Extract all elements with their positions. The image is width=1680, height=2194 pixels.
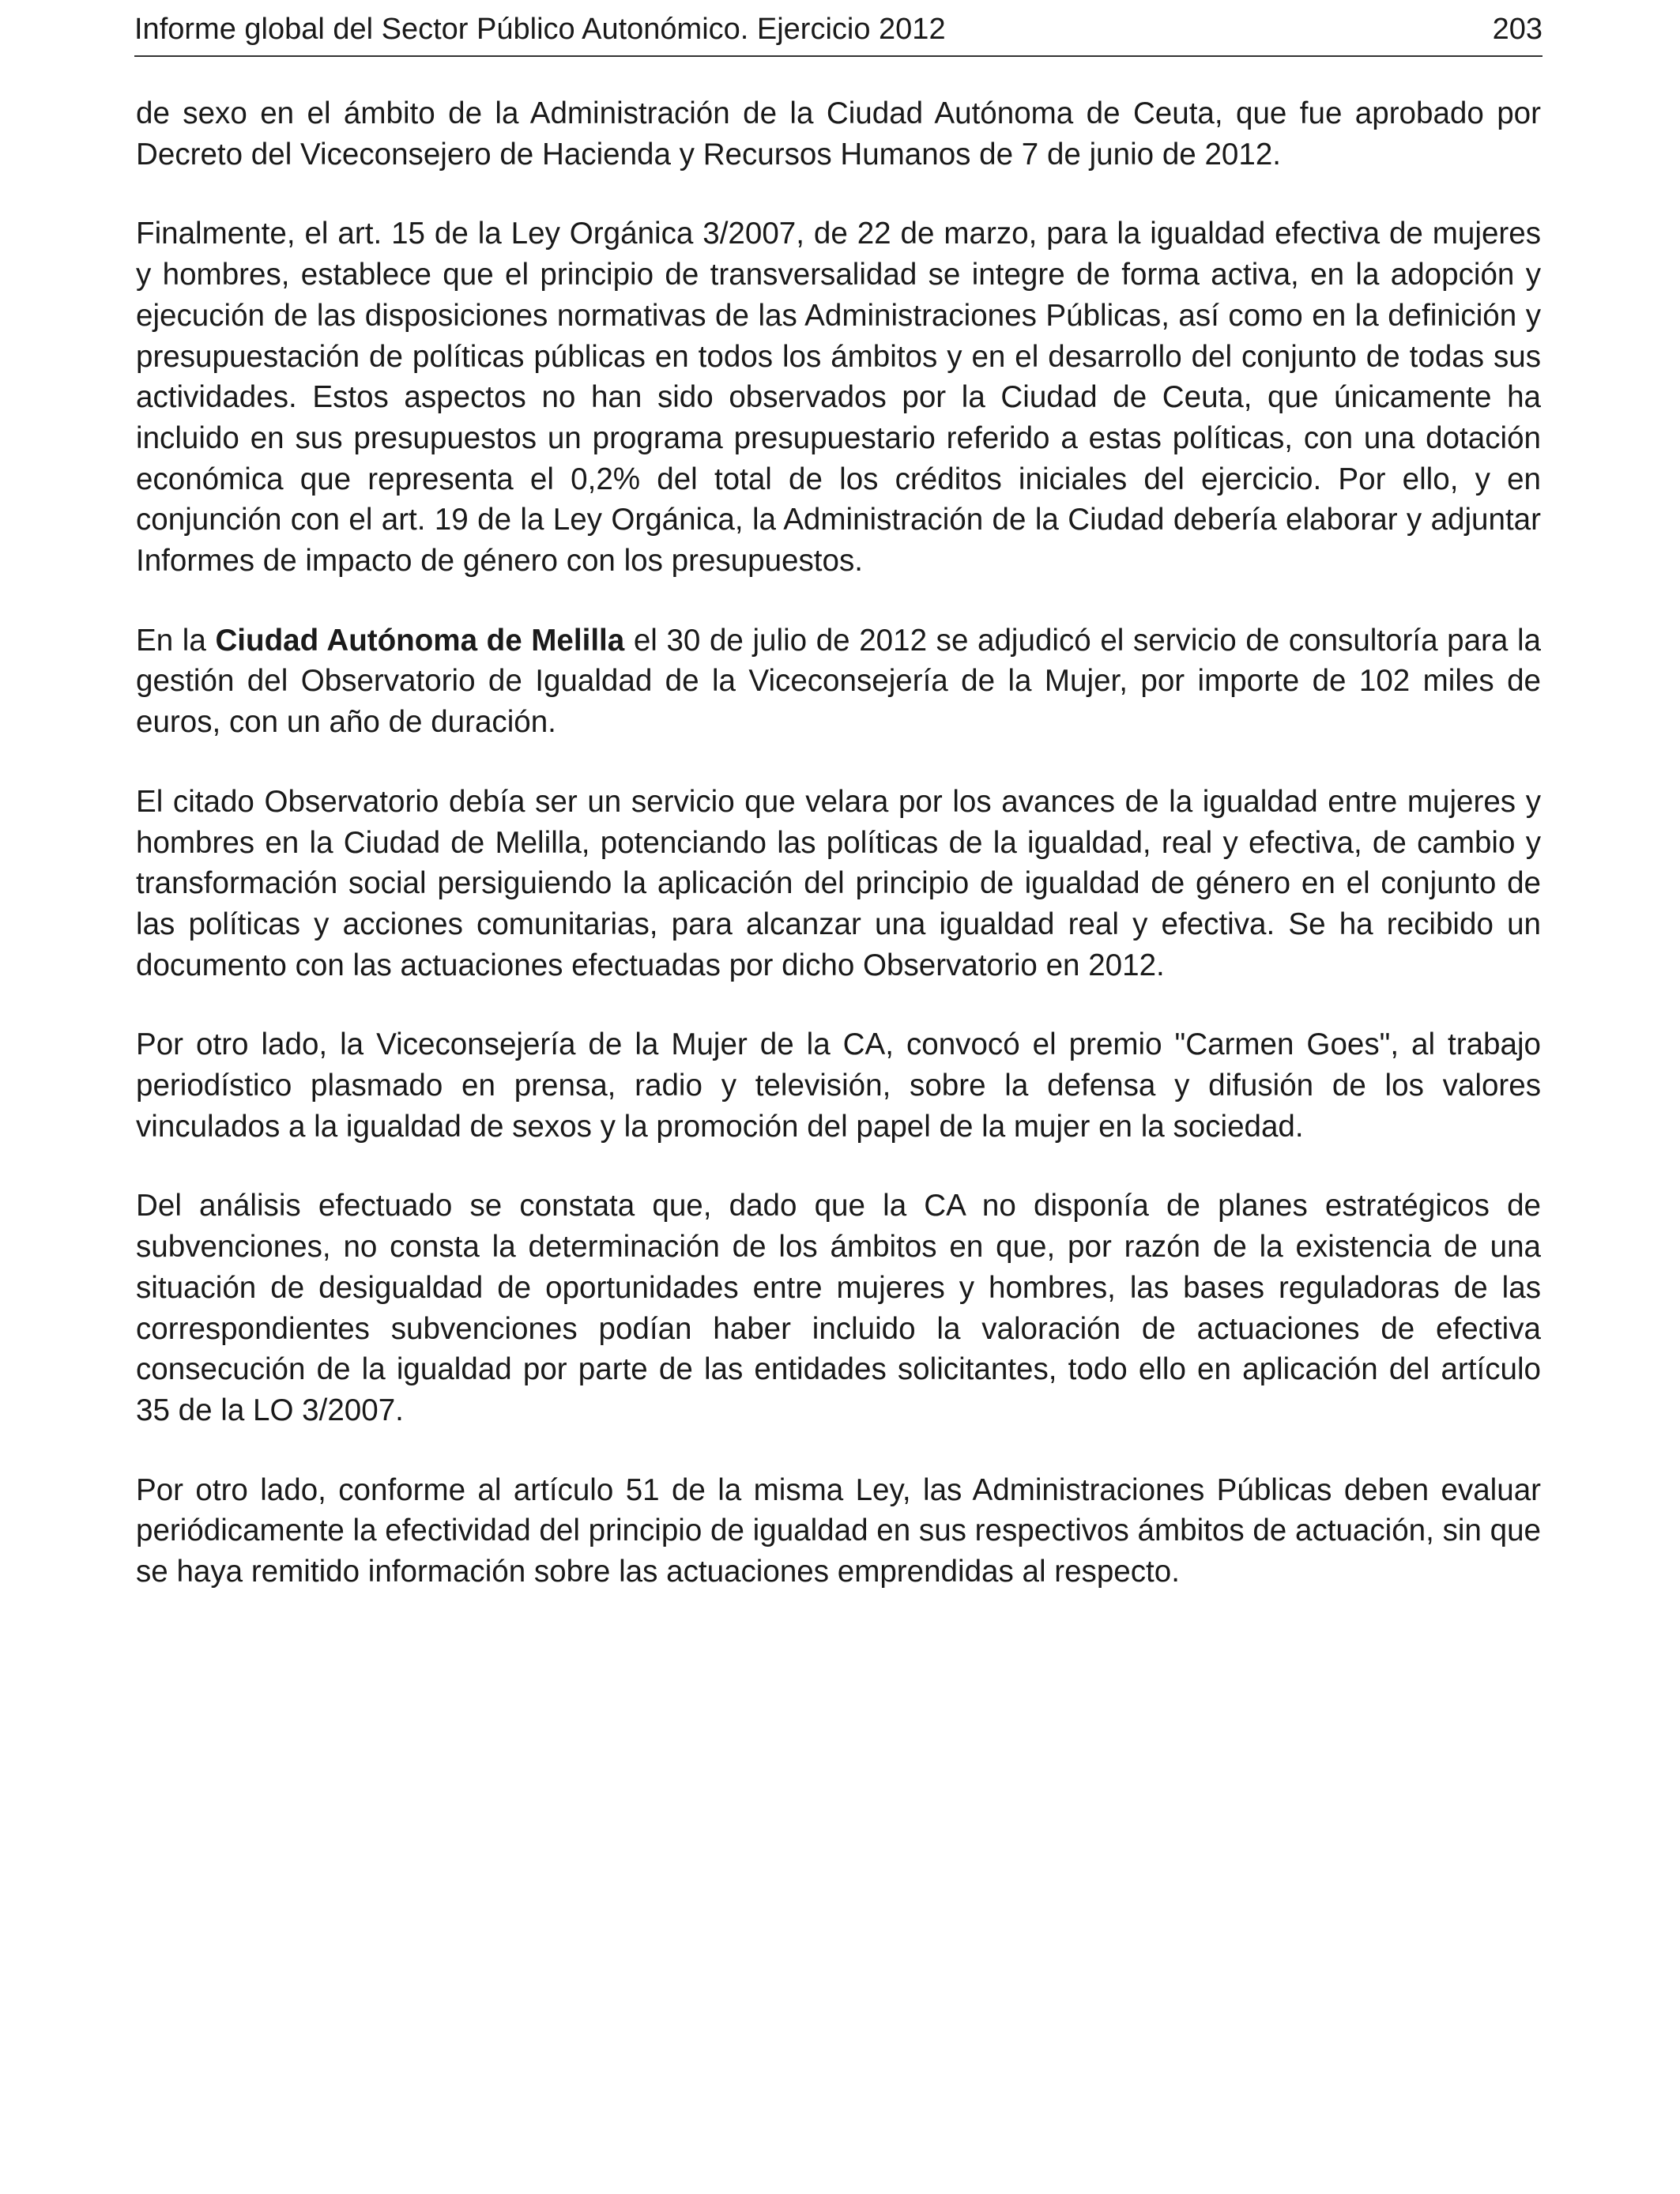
paragraph-3-bold-entity: Ciudad Autónoma de Melilla	[215, 623, 625, 658]
paragraph-2: Finalmente, el art. 15 de la Ley Orgánica 3/2007, de 22 de marzo, para la igualdad efectiva de mujeres y hombres, establece que el principio de transversalidad se integre de forma activa, en la adopción y ejecución de las disposiciones normativas de las Administraciones Públicas, así como en la definición y presupuestación de políticas públicas en todos los ámbitos y en el desarrollo del conjunto de todas sus actividades. Estos aspectos no han sido observados por la Ciudad de Ceuta, que únicamente ha incluido en sus presupuestos un programa presupuestario referido a estas políticas, con una dotación económica que representa el 0,2% del total de los créditos iniciales del ejercicio. Por ello, y en conjunción con el art. 19 de la Ley Orgánica, la Administración de la Ciudad debería elaborar y adjuntar Informes de impacto de género con los presupuestos.	[136, 217, 1541, 579]
paragraph-3	[136, 620, 1541, 743]
paragraph-4: El citado Observatorio debía ser un servicio que velara por los avances de la igualdad entre mujeres y hombres en la Ciudad de Melilla, potenciando las políticas de la igualdad, real y efectiva, de cambio y transformación social persiguiendo la aplicación del principio de igualdad de género en el conjunto de las políticas y acciones comunitarias, para alcanzar una igualdad real y efectiva. Se ha recibido un documento con las actuaciones efectuadas por dicho Observatorio en 2012.	[136, 784, 1541, 982]
document-body	[136, 93, 1541, 1631]
page-number: 203	[1492, 13, 1543, 46]
page-header	[134, 9, 1543, 57]
running-title: Informe global del Sector Público Autonómico. Ejercicio 2012	[134, 13, 946, 46]
paragraph-3-suffix: el 30 de julio de 2012 se adjudicó el servicio de consultoría para la gestión del Observatorio de Igualdad de la Viceconsejería de la Mujer, por importe de 102 miles de euros, con un año de duración.	[136, 623, 1541, 740]
paragraph-1: de sexo en el ámbito de la Administración de la Ciudad Autónoma de Ceuta, que fue aprobado por Decreto del Viceconsejero de Hacienda y Recursos Humanos de 7 de junio de 2012.	[136, 96, 1541, 172]
paragraph-3-prefix: En la	[136, 623, 216, 658]
paragraph-5: Por otro lado, la Viceconsejería de la Mujer de la CA, convocó el premio "Carmen Goes", al trabajo periodístico plasmado en prensa, radio y televisión, sobre la defensa y difusión de los valores vinculados a la igualdad de sexos y la promoción del papel de la mujer en la sociedad.	[136, 1027, 1541, 1144]
paragraph-7: Por otro lado, conforme al artículo 51 de la misma Ley, las Administraciones Públicas deben evaluar periódicamente la efectividad del principio de igualdad en sus respectivos ámbitos de actuación, sin que se haya remitido información sobre las actuaciones emprendidas al respecto.	[136, 1472, 1541, 1589]
paragraph-6: Del análisis efectuado se constata que, dado que la CA no disponía de planes estratégicos de subvenciones, no consta la determinación de los ámbitos en que, por razón de la existencia de una situación de desigualdad de oportunidades entre mujeres y hombres, las bases reguladoras de las correspondientes subvenciones podían haber incluido la valoración de actuaciones de efectiva consecución de la igualdad por parte de las entidades solicitantes, todo ello en aplicación del artículo 35 de la LO 3/2007.	[136, 1189, 1541, 1427]
